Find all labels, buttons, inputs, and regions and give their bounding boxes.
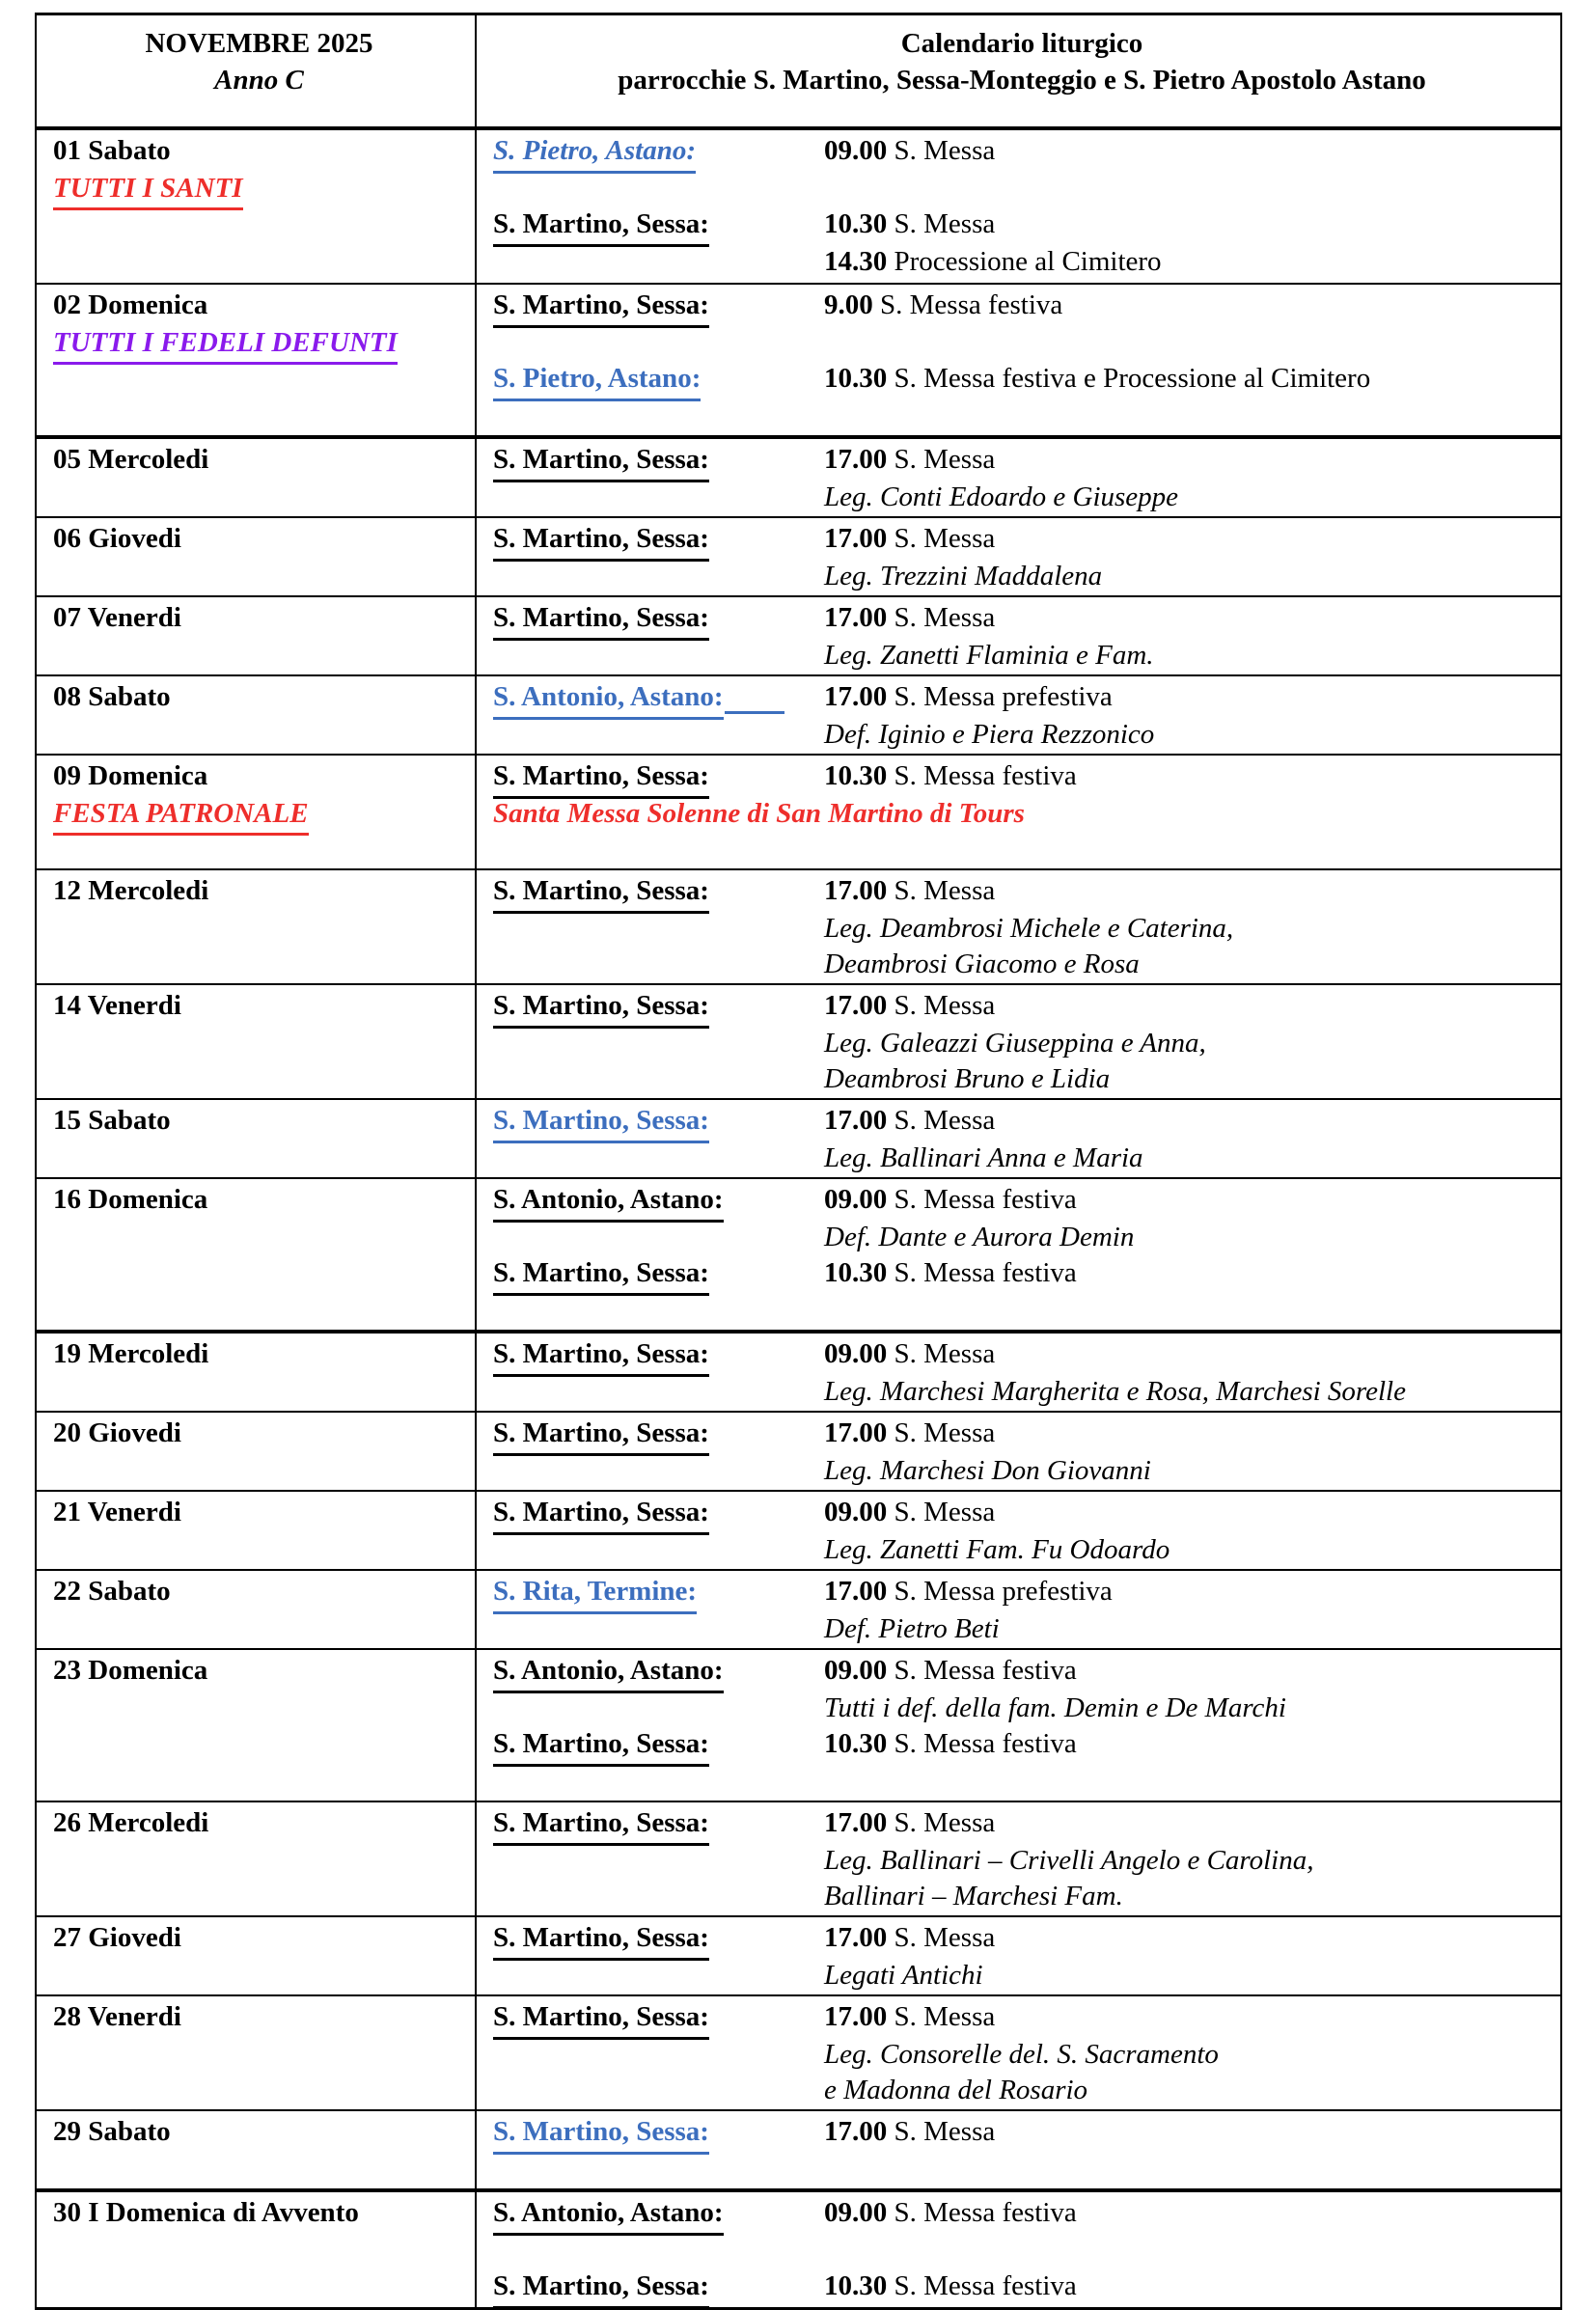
service-description: S. Messa festiva [872, 289, 1063, 320]
service-description: S. Messa festiva [887, 1655, 1077, 1686]
detail-cell [476, 675, 1561, 755]
date-label: 05 Mercoledi [53, 444, 209, 475]
time-and-description [824, 1336, 995, 1372]
intention-note: Leg. Conti Edoardo e Giuseppe [824, 481, 1179, 512]
location-label: S. Martino, Sessa: [493, 1726, 709, 1767]
calendar-title: Calendario liturgico [900, 28, 1143, 59]
service-line [493, 600, 1551, 638]
time-and-description [824, 1255, 1077, 1291]
time-value: 17.00 [824, 2001, 888, 2032]
time-value: 17.00 [824, 1417, 888, 1448]
service-description: S. Messa [887, 1807, 996, 1838]
service-line [493, 758, 1551, 796]
date-cell [36, 2110, 476, 2190]
calendar-row [36, 1916, 1561, 1995]
time-value: 17.00 [824, 602, 888, 633]
service-line [493, 521, 1551, 559]
service-line [493, 288, 1551, 325]
service-description: S. Messa [887, 1497, 996, 1527]
date-label: 15 Sabato [53, 1105, 171, 1136]
time-value: 17.00 [824, 1922, 888, 1953]
time-and-description [824, 873, 995, 909]
location-label: S. Martino, Sessa: [493, 1255, 709, 1296]
service-description: S. Messa festiva [887, 2270, 1077, 2301]
calendar-row [36, 1995, 1561, 2110]
date-cell [36, 1178, 476, 1332]
calendar-row [36, 984, 1561, 1099]
service-line [493, 1103, 1551, 1141]
calendar-row [36, 1801, 1561, 1916]
calendar-row [36, 2190, 1561, 2309]
time-and-description [824, 1999, 995, 2035]
time-value: 17.00 [824, 1105, 888, 1136]
feast-label: TUTTI I FEDELI DEFUNTI [53, 325, 398, 365]
date-cell [36, 1649, 476, 1801]
detail-cell [476, 596, 1561, 675]
date-label: 08 Sabato [53, 681, 171, 712]
service-description: Processione al Cimitero [887, 246, 1162, 277]
service-line [493, 133, 1551, 171]
intention-note: Tutti i def. della fam. Demin e De Marchi [824, 1692, 1286, 1723]
time-value: 9.00 [824, 289, 873, 320]
date-cell [36, 755, 476, 869]
time-and-description [824, 1182, 1077, 1218]
service-description: S. Messa [887, 444, 996, 475]
spacer-line [493, 1293, 1551, 1329]
date-label: 23 Domenica [53, 1655, 208, 1686]
time-and-description [824, 758, 1077, 794]
calendar-row [36, 1178, 1561, 1332]
location-label: S. Martino, Sessa: [493, 1495, 709, 1535]
time-value: 09.00 [824, 1497, 888, 1527]
location-label: S. Martino, Sessa: [493, 288, 709, 328]
detail-cell [476, 128, 1561, 284]
spacer-line [493, 399, 1551, 434]
date-cell [36, 2190, 476, 2309]
service-description: S. Messa [887, 135, 996, 166]
date-cell [36, 128, 476, 284]
intention-note: Deambrosi Giacomo e Rosa [824, 949, 1140, 979]
service-line [493, 1416, 1551, 1453]
date-cell [36, 869, 476, 984]
date-cell [36, 437, 476, 517]
location-label: S. Martino, Sessa: [493, 1999, 709, 2040]
time-and-description [824, 288, 1062, 323]
time-value: 17.00 [824, 875, 888, 906]
service-line [493, 1653, 1551, 1691]
intention-note: Def. Iginio e Piera Rezzonico [824, 719, 1155, 750]
date-label: 20 Giovedi [53, 1417, 181, 1448]
date-label: 09 Domenica [53, 760, 208, 791]
date-cell [36, 1995, 476, 2110]
detail-cell [476, 1570, 1561, 1649]
time-and-description [824, 600, 995, 636]
service-line [493, 244, 1551, 282]
time-value: 17.00 [824, 523, 888, 554]
date-label: 22 Sabato [53, 1576, 171, 1607]
detail-cell [476, 517, 1561, 596]
detail-cell [476, 1491, 1561, 1570]
intention-note: Leg. Zanetti Flaminia e Fam. [824, 640, 1154, 671]
time-and-description [824, 1495, 995, 1530]
calendar-subtitle: parrocchie S. Martino, Sessa-Monteggio e S. Pietro Apostolo Astano [618, 65, 1426, 96]
liturgical-year-label: Anno C [214, 65, 304, 96]
time-and-description [824, 1653, 1077, 1689]
date-cell [36, 1099, 476, 1178]
calendar-row [36, 596, 1561, 675]
service-description: S. Messa [887, 1105, 996, 1136]
date-label: 14 Venerdi [53, 990, 181, 1021]
location-label: S. Antonio, Astano: [493, 1653, 724, 1693]
intention-note: Leg. Trezzini Maddalena [824, 561, 1103, 591]
service-line [493, 2269, 1551, 2306]
service-description: S. Messa [887, 602, 996, 633]
date-label: 06 Giovedi [53, 523, 181, 554]
service-description: S. Messa [887, 1338, 996, 1369]
date-cell [36, 517, 476, 596]
location-label: S. Martino, Sessa: [493, 758, 709, 799]
detail-cell [476, 1412, 1561, 1491]
service-line [493, 2195, 1551, 2233]
intention-note: Legati Antichi [824, 1960, 983, 1991]
time-value: 09.00 [824, 1184, 888, 1215]
intention-note: Leg. Zanetti Fam. Fu Odoardo [824, 1534, 1170, 1565]
time-and-description [824, 521, 995, 557]
service-line [493, 442, 1551, 480]
service-description: S. Messa festiva [887, 1184, 1077, 1215]
month-title: NOVEMBRE 2025 [145, 28, 373, 59]
time-and-description [824, 1920, 995, 1956]
location-label: S. Martino, Sessa: [493, 1416, 709, 1456]
time-value: 14.30 [824, 246, 888, 277]
service-line [493, 679, 1551, 717]
location-label: S. Martino, Sessa: [493, 442, 709, 482]
date-cell [36, 675, 476, 755]
detail-cell [476, 1332, 1561, 1412]
date-cell [36, 596, 476, 675]
service-description: S. Messa festiva e Processione al Cimitero [887, 363, 1371, 394]
detail-cell [476, 284, 1561, 437]
detail-cell [476, 984, 1561, 1099]
intention-note: Def. Dante e Aurora Demin [824, 1222, 1135, 1252]
service-line [493, 1495, 1551, 1532]
time-and-description [824, 988, 995, 1024]
time-and-description [824, 1805, 995, 1841]
date-cell [36, 1916, 476, 1995]
service-description: S. Messa [887, 875, 996, 906]
service-line [493, 1920, 1551, 1958]
time-and-description [824, 244, 1162, 280]
detail-cell [476, 1995, 1561, 2110]
detail-cell [476, 2110, 1561, 2190]
date-label: 12 Mercoledi [53, 875, 209, 906]
time-value: 17.00 [824, 1807, 888, 1838]
time-value: 09.00 [824, 1338, 888, 1369]
time-value: 17.00 [824, 444, 888, 475]
location-label: S. Martino, Sessa: [493, 2114, 709, 2155]
date-cell [36, 1332, 476, 1412]
location-label: S. Rita, Termine: [493, 1574, 697, 1614]
date-label: 07 Venerdi [53, 602, 181, 633]
time-and-description [824, 1416, 995, 1451]
time-value: 10.30 [824, 363, 888, 394]
calendar-row [36, 2110, 1561, 2190]
header-row [36, 14, 1561, 129]
intention-note: Leg. Ballinari – Crivelli Angelo e Carolina, [824, 1845, 1314, 1876]
service-line [493, 1726, 1551, 1764]
date-label: 29 Sabato [53, 2116, 171, 2147]
detail-cell [476, 1099, 1561, 1178]
underline-extension [725, 679, 784, 714]
detail-cell [476, 1649, 1561, 1801]
location-label: S. Martino, Sessa: [493, 988, 709, 1029]
time-and-description [824, 361, 1370, 397]
intention-note: Leg. Consorelle del. S. Sacramento [824, 2039, 1219, 2070]
date-label: 21 Venerdi [53, 1497, 181, 1527]
header-month-cell [36, 14, 476, 129]
date-cell [36, 1801, 476, 1916]
time-and-description [824, 679, 1113, 715]
time-value: 17.00 [824, 681, 888, 712]
location-label: S. Martino, Sessa: [493, 206, 709, 247]
time-value: 10.30 [824, 1728, 888, 1759]
feast-label: TUTTI I SANTI [53, 171, 243, 210]
spacer-line [493, 1764, 1551, 1800]
detail-cell [476, 437, 1561, 517]
location-label: S. Martino, Sessa: [493, 2269, 709, 2309]
calendar-row [36, 1099, 1561, 1178]
service-description: S. Messa [887, 523, 996, 554]
time-value: 09.00 [824, 1655, 888, 1686]
service-description: S. Messa festiva [887, 1728, 1077, 1759]
liturgical-calendar-table [35, 13, 1562, 2310]
time-and-description [824, 206, 995, 242]
location-label: S. Antonio, Astano: [493, 2195, 724, 2236]
intention-note: Leg. Marchesi Don Giovanni [824, 1455, 1151, 1486]
location-label: S. Pietro, Astano: [493, 361, 701, 401]
detail-cell [476, 869, 1561, 984]
service-line [493, 873, 1551, 911]
service-description: S. Messa [887, 2116, 996, 2147]
time-and-description [824, 1103, 995, 1139]
location-label: S. Martino, Sessa: [493, 600, 709, 641]
intention-note: Leg. Ballinari Anna e Maria [824, 1142, 1143, 1173]
calendar-row [36, 1649, 1561, 1801]
calendar-row [36, 437, 1561, 517]
service-line [493, 1574, 1551, 1611]
intention-note: Deambrosi Bruno e Lidia [824, 1063, 1111, 1094]
service-description: S. Messa [887, 208, 996, 239]
calendar-row [36, 1491, 1561, 1570]
time-value: 17.00 [824, 990, 888, 1021]
detail-cell [476, 2190, 1561, 2309]
spacer-line [493, 832, 1551, 867]
spacer-line [493, 2152, 1551, 2187]
time-and-description [824, 2269, 1077, 2304]
spacer-line [493, 325, 1551, 361]
date-cell [36, 984, 476, 1099]
time-value: 17.00 [824, 2116, 888, 2147]
feast-banner: Santa Messa Solenne di San Martino di Tours [493, 798, 1025, 829]
date-cell [36, 1570, 476, 1649]
time-and-description [824, 133, 995, 169]
location-label: S. Antonio, Astano: [493, 1182, 724, 1223]
service-line [493, 1182, 1551, 1220]
calendar-row [36, 869, 1561, 984]
service-line [493, 1999, 1551, 2037]
date-label: 19 Mercoledi [53, 1338, 209, 1369]
service-line [493, 1255, 1551, 1293]
location-label: S. Antonio, Astano: [493, 679, 724, 720]
date-cell [36, 1412, 476, 1491]
calendar-row [36, 1412, 1561, 1491]
time-and-description [824, 2195, 1077, 2231]
date-label: 16 Domenica [53, 1184, 208, 1215]
detail-cell [476, 1801, 1561, 1916]
date-label: 02 Domenica [53, 289, 208, 320]
detail-cell [476, 1916, 1561, 1995]
service-description: S. Messa [887, 1417, 996, 1448]
intention-note: Ballinari – Marchesi Fam. [824, 1881, 1123, 1911]
feast-label: FESTA PATRONALE [53, 796, 309, 836]
time-value: 10.30 [824, 2270, 888, 2301]
time-value: 10.30 [824, 208, 888, 239]
calendar-row [36, 284, 1561, 437]
service-description: S. Messa [887, 2001, 996, 2032]
service-line [493, 1336, 1551, 1374]
service-line [493, 2114, 1551, 2152]
calendar-row [36, 1570, 1561, 1649]
intention-note: Leg. Deambrosi Michele e Caterina, [824, 913, 1234, 944]
intention-note: Leg. Galeazzi Giuseppina e Anna, [824, 1028, 1206, 1059]
service-line [493, 988, 1551, 1026]
date-label: 27 Giovedi [53, 1922, 181, 1953]
time-value: 09.00 [824, 135, 888, 166]
calendar-row [36, 675, 1561, 755]
service-description: S. Messa festiva [887, 2197, 1077, 2228]
intention-note: Def. Pietro Beti [824, 1613, 1000, 1644]
time-value: 09.00 [824, 2197, 888, 2228]
location-label: S. Martino, Sessa: [493, 1103, 709, 1143]
detail-cell [476, 755, 1561, 869]
calendar-row [36, 755, 1561, 869]
intention-note: e Madonna del Rosario [824, 2075, 1088, 2105]
location-label: S. Martino, Sessa: [493, 1336, 709, 1377]
calendar-row [36, 1332, 1561, 1412]
time-and-description [824, 1574, 1113, 1609]
location-label: S. Pietro, Astano: [493, 133, 696, 174]
time-value: 17.00 [824, 1576, 888, 1607]
date-label: 28 Venerdi [53, 2001, 181, 2032]
location-label: S. Martino, Sessa: [493, 1805, 709, 1846]
service-line [493, 361, 1551, 399]
date-cell [36, 1491, 476, 1570]
time-value: 10.30 [824, 760, 888, 791]
time-value: 10.30 [824, 1257, 888, 1288]
spacer-line [493, 171, 1551, 206]
time-and-description [824, 2114, 995, 2150]
calendar-row [36, 517, 1561, 596]
detail-cell [476, 1178, 1561, 1332]
service-line [493, 206, 1551, 244]
service-description: S. Messa [887, 1922, 996, 1953]
service-description: S. Messa prefestiva [887, 681, 1113, 712]
location-label: S. Martino, Sessa: [493, 873, 709, 914]
spacer-line [493, 2233, 1551, 2269]
service-description: S. Messa festiva [887, 760, 1077, 791]
service-description: S. Messa festiva [887, 1257, 1077, 1288]
date-cell [36, 284, 476, 437]
service-description: S. Messa prefestiva [887, 1576, 1113, 1607]
service-line [493, 1805, 1551, 1843]
location-label: S. Martino, Sessa: [493, 521, 709, 562]
date-label: 30 I Domenica di Avvento [53, 2197, 359, 2228]
location-label: S. Martino, Sessa: [493, 1920, 709, 1961]
intention-note: Leg. Marchesi Margherita e Rosa, Marchesi Sorelle [824, 1376, 1406, 1407]
service-description: S. Messa [887, 990, 996, 1021]
calendar-row [36, 128, 1561, 284]
time-and-description [824, 442, 995, 478]
time-and-description [824, 1726, 1077, 1762]
date-label: 26 Mercoledi [53, 1807, 209, 1838]
date-label: 01 Sabato [53, 135, 171, 166]
calendar-body [36, 128, 1561, 2309]
header-title-cell [476, 14, 1561, 129]
